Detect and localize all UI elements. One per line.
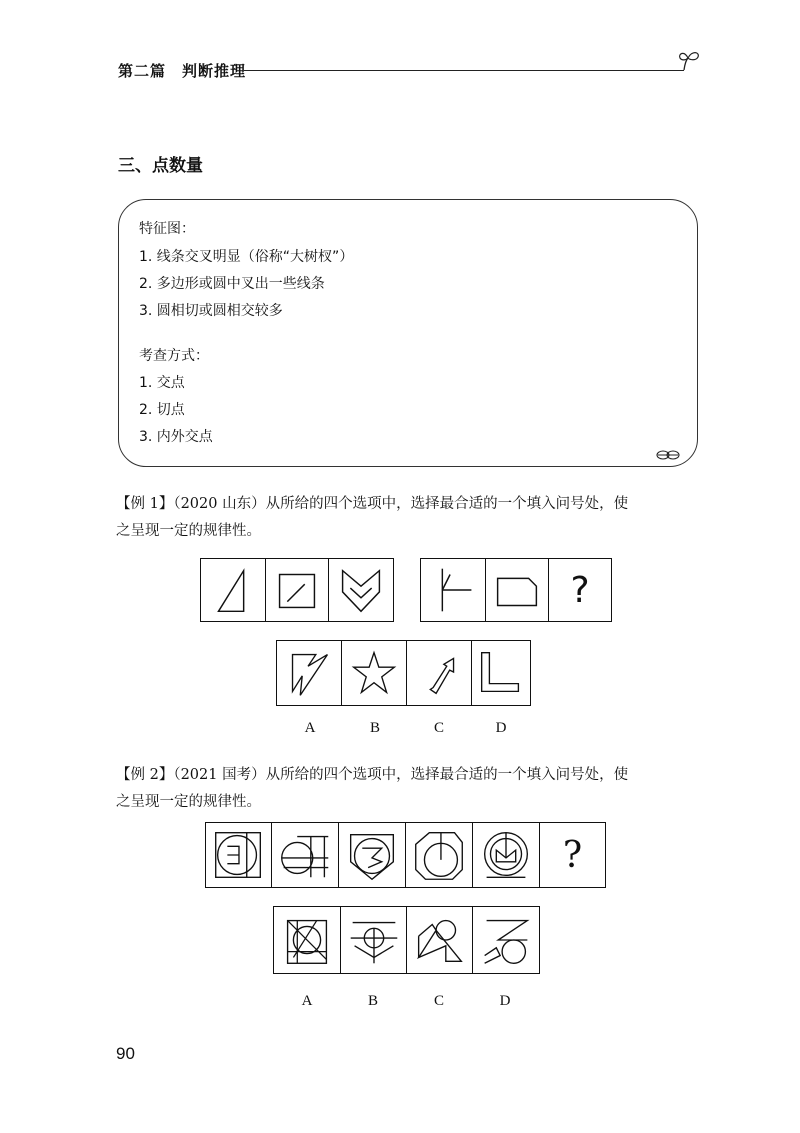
example1-question-line1: 【例 1】（2020 山东）从所给的四个选项中，选择最合适的一个填入问号处，使 [116,496,629,512]
example1-question-line2: 之呈现一定的规律性。 [116,523,261,539]
ex1-option-b[interactable] [341,640,407,706]
ex2-option-label-a: A [301,993,313,1009]
ex1-option-a[interactable] [276,640,342,706]
ex2-option-a[interactable] [273,906,341,974]
ex2-figure-4 [405,822,473,888]
leaf-ornament-icon [655,448,681,462]
features-heading: 特征图： [139,221,195,237]
ex1-option-label-d: D [495,720,507,736]
ex1-question-cell [548,558,612,622]
ex1-option-d[interactable] [471,640,531,706]
feature-item: 3. 圆相切或圆相交较多 [139,303,283,319]
section-title: 三、点数量 [118,156,203,176]
ex2-option-d[interactable] [472,906,540,974]
ex1-figure-5 [485,558,549,622]
methods-heading: 考查方式： [139,348,209,364]
ex1-figure-4 [420,558,486,622]
ex1-option-label-c: C [433,720,444,736]
ex1-figure-1 [200,558,266,622]
method-item: 1. 交点 [139,375,185,391]
ex2-figure-3 [338,822,406,888]
header-rule [244,70,684,71]
page-number: 90 [116,1044,135,1063]
ex2-option-label-b: B [367,993,378,1009]
method-item: 3. 内外交点 [139,429,213,445]
ex1-figure-3 [328,558,394,622]
feature-item: 2. 多边形或圆中叉出一些线条 [139,276,325,292]
ex2-figure-1 [205,822,272,888]
ex2-question-cell [539,822,606,888]
ex2-option-label-c: C [433,993,444,1009]
question-mark: ? [570,569,590,611]
example2-question-line2: 之呈现一定的规律性。 [116,794,261,810]
ex2-option-c[interactable] [406,906,473,974]
running-header: 第二篇 判断推理 [118,62,247,80]
ex2-figure-5 [472,822,540,888]
feature-box [118,199,698,467]
sprout-icon [676,48,704,72]
feature-item: 1. 线条交叉明显（俗称“大树杈”） [139,249,354,265]
example2-question-line1: 【例 2】（2021 国考）从所给的四个选项中，选择最合适的一个填入问号处，使 [116,767,629,783]
ex1-figure-2 [265,558,329,622]
question-mark: ? [562,834,583,876]
ex1-option-c[interactable] [406,640,472,706]
ex1-option-label-a: A [304,720,316,736]
ex2-figure-2 [271,822,339,888]
ex2-option-b[interactable] [340,906,407,974]
ex2-option-label-d: D [499,993,511,1009]
method-item: 2. 切点 [139,402,185,418]
ex1-option-label-b: B [369,720,380,736]
